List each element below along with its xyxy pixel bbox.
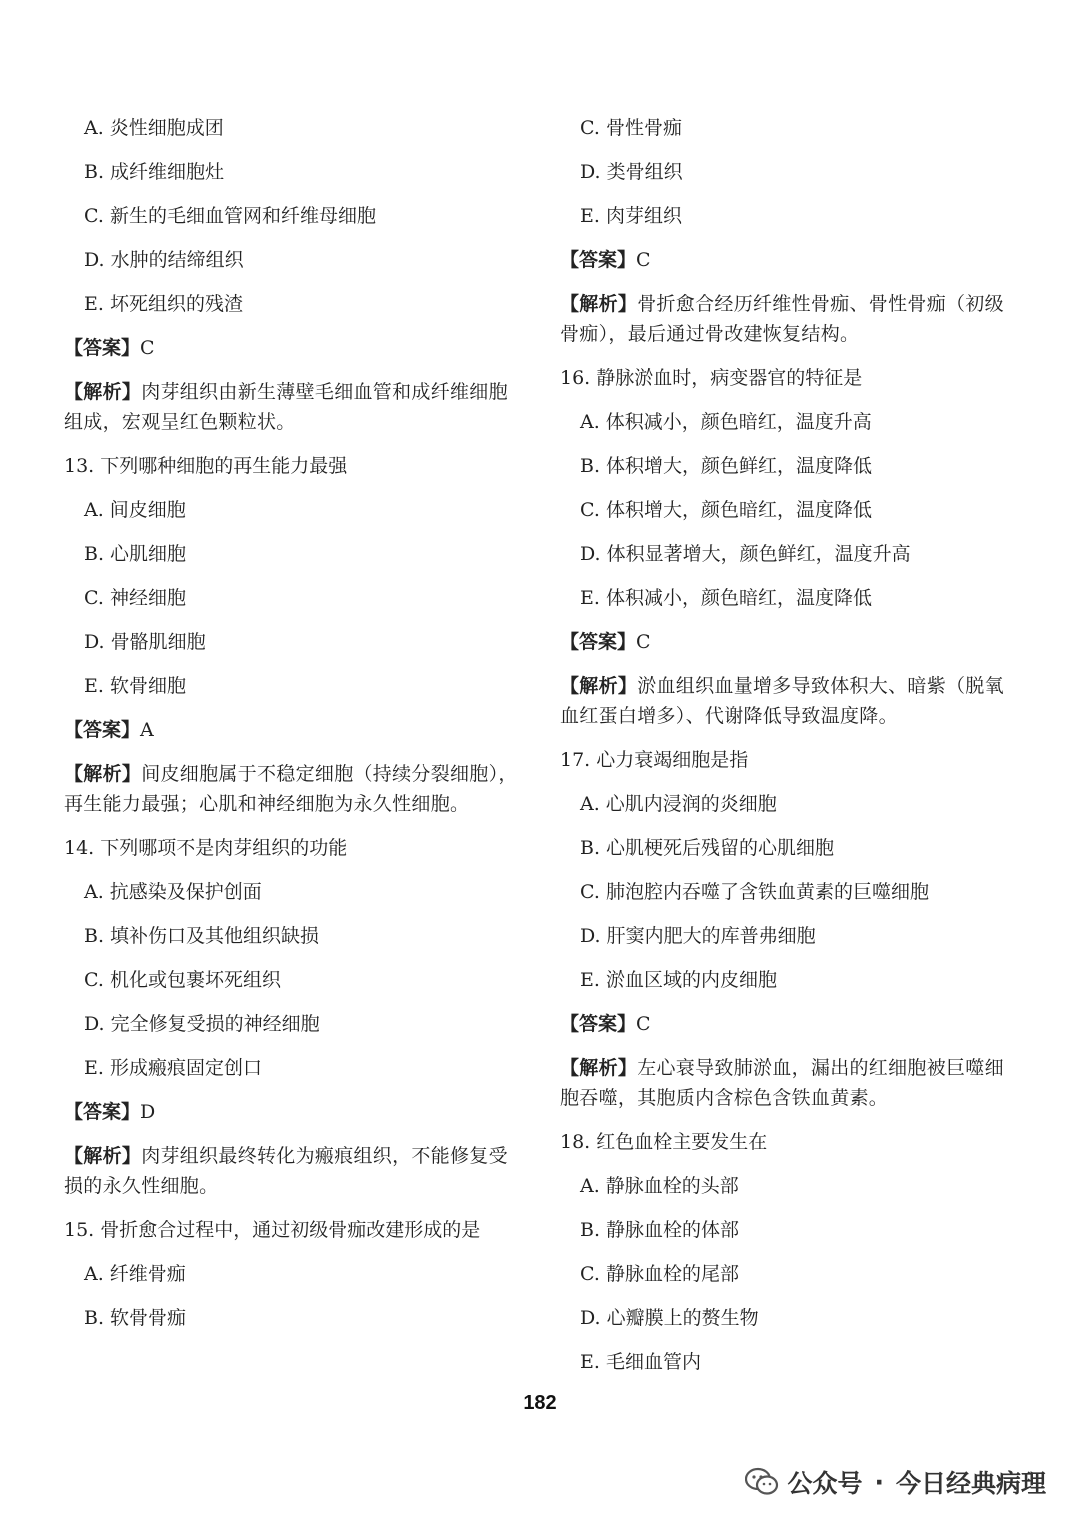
question-stem: 16. 静脉淤血时，病变器官的特征是	[560, 367, 863, 389]
answer-option: D. 心瓣膜上的赘生物	[580, 1307, 759, 1329]
answer-option: E. 淤血区域的内皮细胞	[580, 969, 777, 991]
question-stem: 14. 下列哪项不是肉芽组织的功能	[64, 837, 348, 859]
answer-tag: 【答案】	[560, 631, 637, 653]
explanation-tag: 【解析】	[64, 381, 142, 403]
watermark	[745, 1462, 1046, 1502]
explanation-paragraph	[560, 282, 1015, 356]
answer-option: E. 坏死组织的残渣	[84, 293, 243, 315]
answer-value: C	[636, 1013, 651, 1035]
right-column	[560, 106, 1015, 1384]
answer-tag: 【答案】	[560, 249, 637, 271]
answer-line	[64, 326, 519, 370]
explanation-tag: 【解析】	[560, 293, 638, 315]
answer-option: A. 抗感染及保护创面	[84, 881, 262, 903]
explanation-tag: 【解析】	[560, 1057, 638, 1079]
answer-option: C. 静脉血栓的尾部	[580, 1263, 739, 1285]
answer-option: B. 成纤维细胞灶	[84, 161, 225, 183]
explanation-text: 淤血组织血量增多导致体积大、暗紫（脱氧血红蛋白增多）、代谢降低导致温度降。	[560, 675, 1004, 727]
explanation-paragraph	[560, 1046, 1015, 1120]
explanation-text: 骨折愈合经历纤维性骨痂、骨性骨痂（初级骨痂），最后通过骨改建恢复结构。	[560, 293, 1004, 345]
explanation-paragraph	[560, 664, 1015, 738]
answer-line	[64, 1090, 519, 1134]
explanation-text: 间皮细胞属于不稳定细胞（持续分裂细胞），再生能力最强；心肌和神经细胞为永久性细胞。	[64, 763, 518, 815]
explanation-paragraph	[64, 752, 519, 826]
answer-option: C. 体积增大，颜色暗红，温度降低	[580, 499, 872, 521]
wechat-icon	[745, 1467, 779, 1497]
page-number: 182	[523, 1392, 557, 1414]
explanation-text: 肉芽组织由新生薄壁毛细血管和成纤维细胞组成，宏观呈红色颗粒状。	[64, 381, 508, 433]
answer-value: C	[636, 249, 651, 271]
question-stem: 15. 骨折愈合过程中，通过初级骨痂改建形成的是	[64, 1219, 481, 1241]
answer-option: D. 完全修复受损的神经细胞	[84, 1013, 320, 1035]
answer-option: E. 毛细血管内	[580, 1351, 701, 1373]
watermark-separator: ·	[874, 1467, 884, 1497]
answer-value: C	[140, 337, 155, 359]
answer-option: A. 炎性细胞成团	[84, 117, 224, 139]
explanation-text: 肉芽组织最终转化为瘢痕组织，不能修复受损的永久性细胞。	[64, 1145, 508, 1197]
answer-line	[560, 620, 1015, 664]
answer-option: A. 静脉血栓的头部	[580, 1175, 739, 1197]
answer-line	[560, 1002, 1015, 1046]
answer-option: E. 形成瘢痕固定创口	[84, 1057, 262, 1079]
answer-option: C. 肺泡腔内吞噬了含铁血黄素的巨噬细胞	[580, 881, 929, 903]
answer-option: A. 间皮细胞	[84, 499, 186, 521]
answer-option: C. 新生的毛细血管网和纤维母细胞	[84, 205, 376, 227]
answer-option: C. 机化或包裹坏死组织	[84, 969, 281, 991]
answer-option: B. 体积增大，颜色鲜红，温度降低	[580, 455, 873, 477]
answer-tag: 【答案】	[64, 719, 141, 741]
answer-option: D. 肝窦内肥大的库普弗细胞	[580, 925, 816, 947]
question-stem: 17. 心力衰竭细胞是指	[560, 749, 749, 771]
answer-option: E. 肉芽组织	[580, 205, 682, 227]
answer-line	[64, 708, 519, 752]
answer-option: D. 水肿的结缔组织	[84, 249, 244, 271]
answer-value: C	[636, 631, 651, 653]
answer-option: D. 类骨组织	[580, 161, 683, 183]
question-stem: 13. 下列哪种细胞的再生能力最强	[64, 455, 348, 477]
answer-option: E. 软骨细胞	[84, 675, 186, 697]
answer-option: C. 骨性骨痂	[580, 117, 682, 139]
explanation-tag: 【解析】	[560, 675, 638, 697]
answer-option: A. 纤维骨痂	[84, 1263, 186, 1285]
answer-option: B. 心肌细胞	[84, 543, 187, 565]
answer-option: A. 心肌内浸润的炎细胞	[580, 793, 777, 815]
answer-option: B. 心肌梗死后残留的心肌细胞	[580, 837, 835, 859]
explanation-tag: 【解析】	[64, 1145, 142, 1167]
answer-option: B. 静脉血栓的体部	[580, 1219, 740, 1241]
answer-option: E. 体积减小，颜色暗红，温度降低	[580, 587, 872, 609]
answer-value: A	[140, 719, 154, 741]
answer-option: B. 软骨骨痂	[84, 1307, 187, 1329]
question-stem: 18. 红色血栓主要发生在	[560, 1131, 768, 1153]
watermark-label: 公众号	[787, 1469, 863, 1498]
answer-option: D. 体积显著增大，颜色鲜红，温度升高	[580, 543, 911, 565]
answer-tag: 【答案】	[64, 1101, 141, 1123]
explanation-text: 左心衰导致肺淤血，漏出的红细胞被巨噬细胞吞噬，其胞质内含棕色含铁血黄素。	[560, 1057, 1004, 1109]
explanation-tag: 【解析】	[64, 763, 142, 785]
answer-tag: 【答案】	[560, 1013, 637, 1035]
answer-option: B. 填补伤口及其他组织缺损	[84, 925, 320, 947]
explanation-paragraph	[64, 370, 519, 444]
answer-tag: 【答案】	[64, 337, 141, 359]
answer-value: D	[140, 1101, 156, 1123]
answer-option: A. 体积减小，颜色暗红，温度升高	[580, 411, 872, 433]
answer-option: D. 骨骼肌细胞	[84, 631, 206, 653]
explanation-paragraph	[64, 1134, 519, 1208]
answer-line	[560, 238, 1015, 282]
answer-option: C. 神经细胞	[84, 587, 186, 609]
watermark-account: 今日经典病理	[895, 1469, 1046, 1498]
left-column	[64, 106, 519, 1340]
